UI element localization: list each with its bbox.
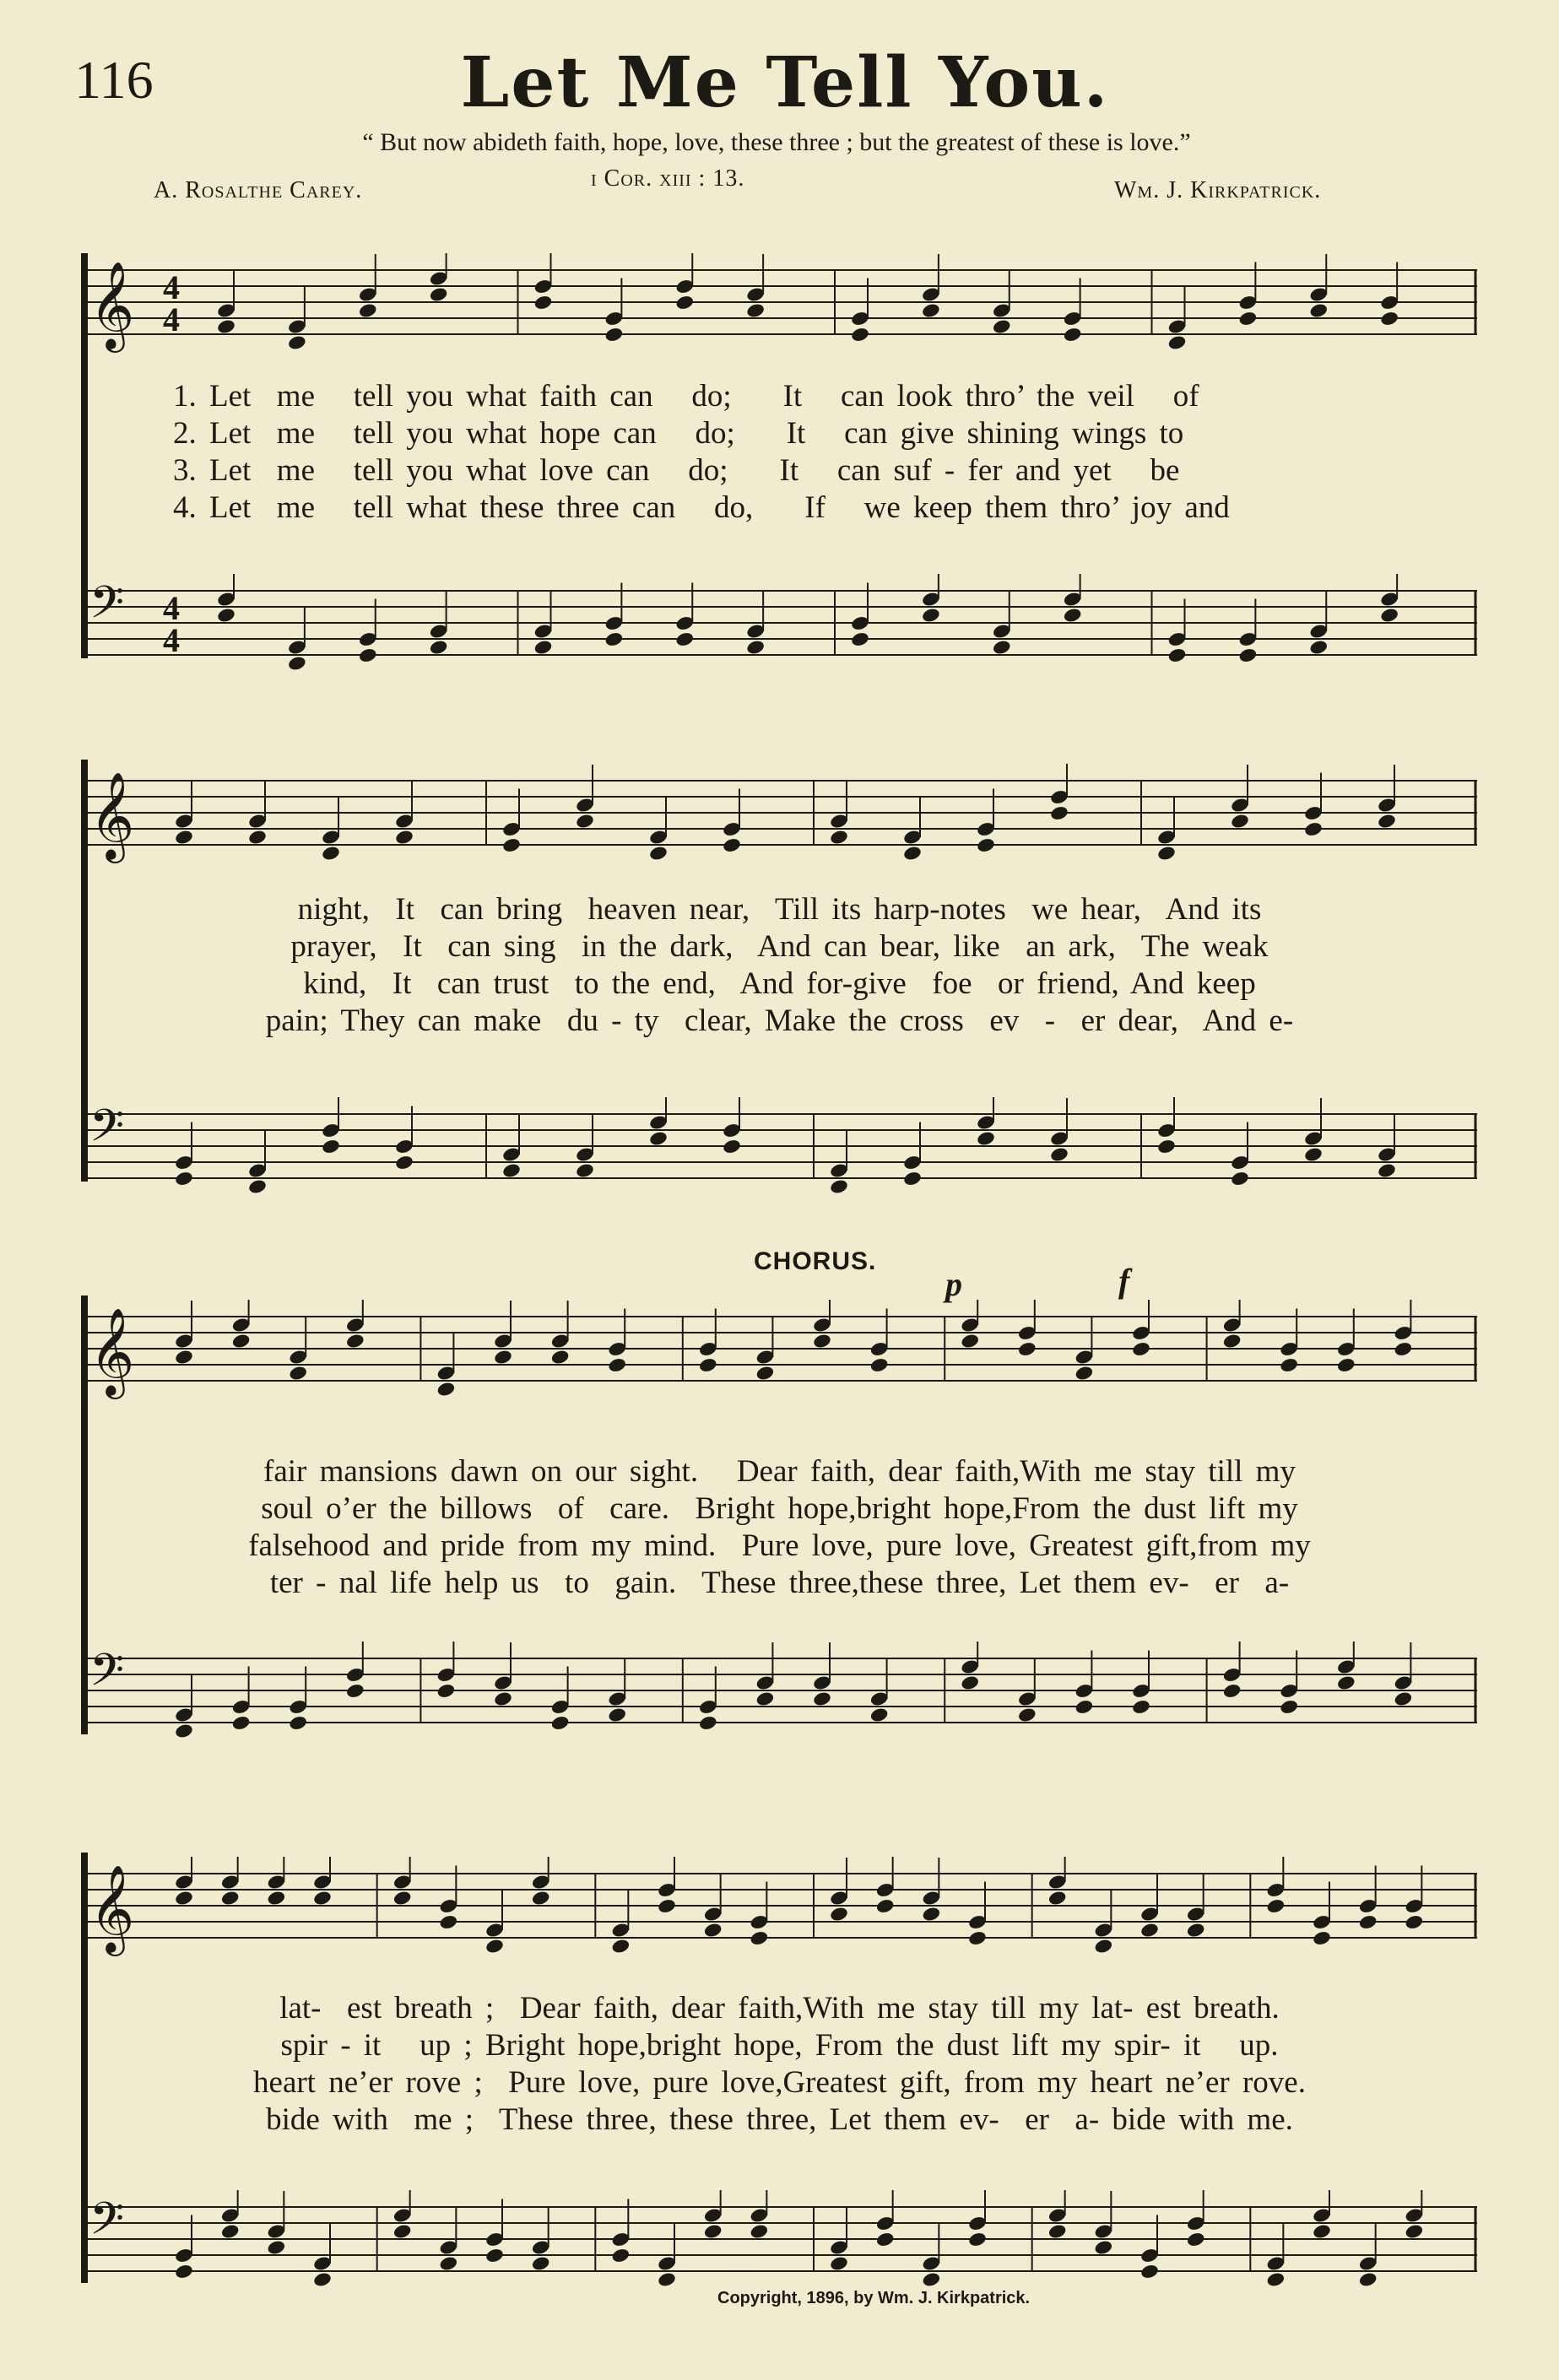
treble-staff-lines bbox=[83, 1300, 1477, 1418]
lyric-line: heart ne’er rove ; Pure love, pure love,Greatest gift, from my heart ne’er rove. bbox=[253, 2065, 1306, 2100]
note-icon bbox=[1075, 1651, 1095, 1716]
note-icon bbox=[976, 789, 996, 854]
note-icon bbox=[850, 583, 870, 648]
treble-staff-lines bbox=[83, 253, 1477, 371]
note-icon bbox=[1336, 1642, 1356, 1691]
note-icon bbox=[1279, 1309, 1299, 1374]
note-icon bbox=[392, 2190, 413, 2240]
note-icon bbox=[174, 1122, 194, 1187]
treble-staff-lines bbox=[83, 1857, 1477, 1975]
composer-credit: Wm. J. Kirkpatrick. bbox=[1114, 177, 1322, 203]
lyric-line: 4. Let me tell what these three can do, If we keep them thro’ joy and bbox=[173, 490, 1230, 525]
note-icon bbox=[1222, 1642, 1242, 1699]
note-icon bbox=[1139, 2215, 1160, 2280]
note-icon bbox=[812, 1300, 832, 1350]
bass-staff-lines bbox=[83, 574, 1477, 692]
note-icon bbox=[607, 1309, 627, 1374]
note-icon bbox=[345, 1642, 365, 1699]
lyric-line: 3. Let me tell you what love can do; It can suf - fer and yet be bbox=[173, 453, 1180, 488]
note-icon bbox=[960, 1642, 980, 1691]
note-icon bbox=[220, 2190, 241, 2240]
lyric-line: lat- est breath ; Dear faith, dear faith,With me stay till my lat- est breath. bbox=[279, 1991, 1280, 2026]
note-icon bbox=[1379, 262, 1399, 327]
note-icon bbox=[550, 1667, 571, 1732]
note-icon bbox=[439, 1866, 459, 1931]
note-icon bbox=[1279, 1651, 1299, 1716]
lyric-line: kind, It can trust to the end, And for-give foe or friend, And keep bbox=[303, 966, 1256, 1001]
note-icon bbox=[869, 1309, 890, 1374]
note-icon bbox=[1047, 2190, 1068, 2240]
note-icon bbox=[902, 1122, 923, 1187]
bass-clef-icon: 𝄢 bbox=[89, 2193, 125, 2256]
note-icon bbox=[875, 1857, 896, 1914]
note-icon bbox=[174, 1857, 194, 1907]
note-icon bbox=[312, 1857, 333, 1907]
time-signature-icon: 4 bbox=[163, 268, 180, 306]
lyricist-credit: A. Rosalthe Carey. bbox=[154, 177, 363, 203]
note-icon bbox=[967, 1882, 988, 1947]
lyric-line: soul o’er the billows of care. Bright hope,bright hope,From the dust lift my bbox=[261, 1491, 1298, 1526]
note-icon bbox=[750, 2190, 770, 2240]
note-icon bbox=[674, 253, 695, 311]
note-icon bbox=[231, 1300, 252, 1350]
note-icon bbox=[1336, 1309, 1356, 1374]
treble-staff bbox=[83, 764, 1477, 882]
note-icon bbox=[604, 279, 625, 343]
note-icon bbox=[657, 1857, 677, 1914]
note-icon bbox=[875, 2190, 896, 2247]
treble-staff-lines bbox=[83, 764, 1477, 882]
note-icon bbox=[611, 2199, 631, 2264]
page-number: 116 bbox=[74, 50, 154, 110]
note-icon bbox=[1063, 574, 1083, 624]
note-icon bbox=[1063, 279, 1083, 343]
note-icon bbox=[1312, 2190, 1332, 2240]
lyric-line: spir - it up ; Bright hope,bright hope, From the dust lift my spir- it up. bbox=[280, 2028, 1279, 2063]
treble-staff bbox=[83, 253, 1477, 371]
bass-clef-icon: 𝄢 bbox=[89, 1645, 125, 1707]
note-icon bbox=[216, 574, 236, 624]
note-icon bbox=[921, 574, 941, 624]
note-icon bbox=[1238, 262, 1259, 327]
copyright-notice: Copyright, 1896, by Wm. J. Kirkpatrick. bbox=[717, 2289, 1031, 2307]
scripture-reference: i Cor. xiii : 13. bbox=[591, 165, 745, 192]
treble-staff bbox=[83, 1857, 1477, 1975]
note-icon bbox=[750, 1882, 770, 1947]
lyric-line: night, It can bring heaven near, Till its harp-notes we hear, And its bbox=[297, 892, 1262, 927]
lyric-line: 1. Let me tell you what faith can do; It can look thro’ the veil of bbox=[173, 379, 1199, 414]
note-icon bbox=[1405, 2190, 1425, 2240]
note-icon bbox=[1131, 1651, 1151, 1716]
note-icon bbox=[976, 1097, 996, 1147]
note-icon bbox=[1167, 599, 1188, 664]
note-icon bbox=[1303, 773, 1324, 838]
lyric-line: falsehood and pride from my mind. Pure love, pure love, Greatest gift,from my bbox=[248, 1528, 1311, 1563]
bass-clef-icon: 𝄢 bbox=[89, 577, 125, 640]
note-icon bbox=[1131, 1300, 1151, 1357]
time-signature-icon: 4 bbox=[163, 621, 180, 659]
note-icon bbox=[1156, 1097, 1177, 1155]
lyric-line: pain; They can make du - ty clear, Make the cross ev - er dear, And e- bbox=[265, 1003, 1294, 1038]
note-icon bbox=[1405, 1866, 1425, 1931]
dynamic-piano: p bbox=[945, 1265, 962, 1303]
note-icon bbox=[501, 789, 522, 854]
lyric-line: ter - nal life help us to gain. These three,these three, Let them ev- er a- bbox=[269, 1566, 1290, 1600]
treble-staff bbox=[83, 1300, 1477, 1418]
note-icon bbox=[1379, 574, 1399, 624]
bass-staff-lines bbox=[83, 1097, 1477, 1215]
note-icon bbox=[1222, 1300, 1242, 1350]
note-icon bbox=[1230, 1122, 1250, 1187]
treble-clef-icon: 𝄞 bbox=[89, 1864, 135, 1953]
lyric-line: bide with me ; These three, these three, Let them ev- er a- bide with me. bbox=[266, 2102, 1293, 2137]
treble-clef-icon: 𝄞 bbox=[89, 771, 135, 860]
note-icon bbox=[436, 1642, 457, 1699]
note-icon bbox=[850, 279, 870, 343]
note-icon bbox=[1358, 1866, 1378, 1931]
note-icon bbox=[1238, 599, 1259, 664]
note-icon bbox=[321, 1097, 341, 1155]
note-icon bbox=[698, 1667, 718, 1732]
note-icon bbox=[967, 2190, 988, 2247]
note-icon bbox=[1266, 1857, 1286, 1914]
note-icon bbox=[429, 253, 449, 303]
note-icon bbox=[698, 1309, 718, 1374]
bass-staff-lines bbox=[83, 1642, 1477, 1760]
time-signature-icon: 4 bbox=[163, 300, 180, 338]
note-icon bbox=[1394, 1300, 1414, 1357]
note-icon bbox=[703, 2190, 723, 2240]
note-icon bbox=[1186, 2190, 1206, 2247]
note-icon bbox=[722, 789, 742, 854]
lyric-line: prayer, It can sing in the dark, And can bear, like an ark, The weak bbox=[290, 929, 1269, 964]
chorus-label: CHORUS. bbox=[754, 1247, 877, 1275]
note-icon bbox=[1017, 1300, 1037, 1357]
note-icon bbox=[960, 1300, 980, 1350]
note-icon bbox=[394, 1106, 414, 1171]
note-icon bbox=[220, 1857, 241, 1907]
bass-staff bbox=[83, 1642, 1477, 1760]
note-icon bbox=[484, 2199, 505, 2264]
note-icon bbox=[674, 583, 695, 648]
note-icon bbox=[392, 1857, 413, 1907]
note-icon bbox=[1047, 1857, 1068, 1907]
treble-clef-icon: 𝄞 bbox=[89, 1307, 135, 1396]
note-icon bbox=[174, 2215, 194, 2280]
note-icon bbox=[358, 599, 378, 664]
treble-clef-icon: 𝄞 bbox=[89, 261, 135, 349]
note-icon bbox=[1049, 764, 1069, 821]
dynamic-forte: f bbox=[1118, 1262, 1130, 1300]
note-icon bbox=[533, 253, 554, 311]
note-icon bbox=[1312, 1882, 1332, 1947]
bass-staff bbox=[83, 574, 1477, 692]
bass-clef-icon: 𝄢 bbox=[89, 1101, 125, 1163]
note-icon bbox=[267, 1857, 287, 1907]
note-icon bbox=[345, 1300, 365, 1350]
scripture-epigraph: “ But now abideth faith, hope, love, these three ; but the greatest of these is love.” bbox=[362, 128, 1191, 156]
note-icon bbox=[648, 1097, 669, 1147]
lyric-line: fair mansions dawn on our sight. Dear faith, dear faith,With me stay till my bbox=[263, 1454, 1296, 1489]
note-icon bbox=[531, 1857, 551, 1907]
lyric-line: 2. Let me tell you what hope can do; It can give shining wings to bbox=[173, 416, 1184, 451]
note-icon bbox=[722, 1097, 742, 1155]
note-icon bbox=[288, 1667, 308, 1732]
bass-staff bbox=[83, 1097, 1477, 1215]
note-icon bbox=[604, 583, 625, 648]
time-signature-icon: 4 bbox=[163, 589, 180, 627]
hymn-title: Let Me Tell You. bbox=[460, 42, 1110, 123]
note-icon bbox=[231, 1667, 252, 1732]
